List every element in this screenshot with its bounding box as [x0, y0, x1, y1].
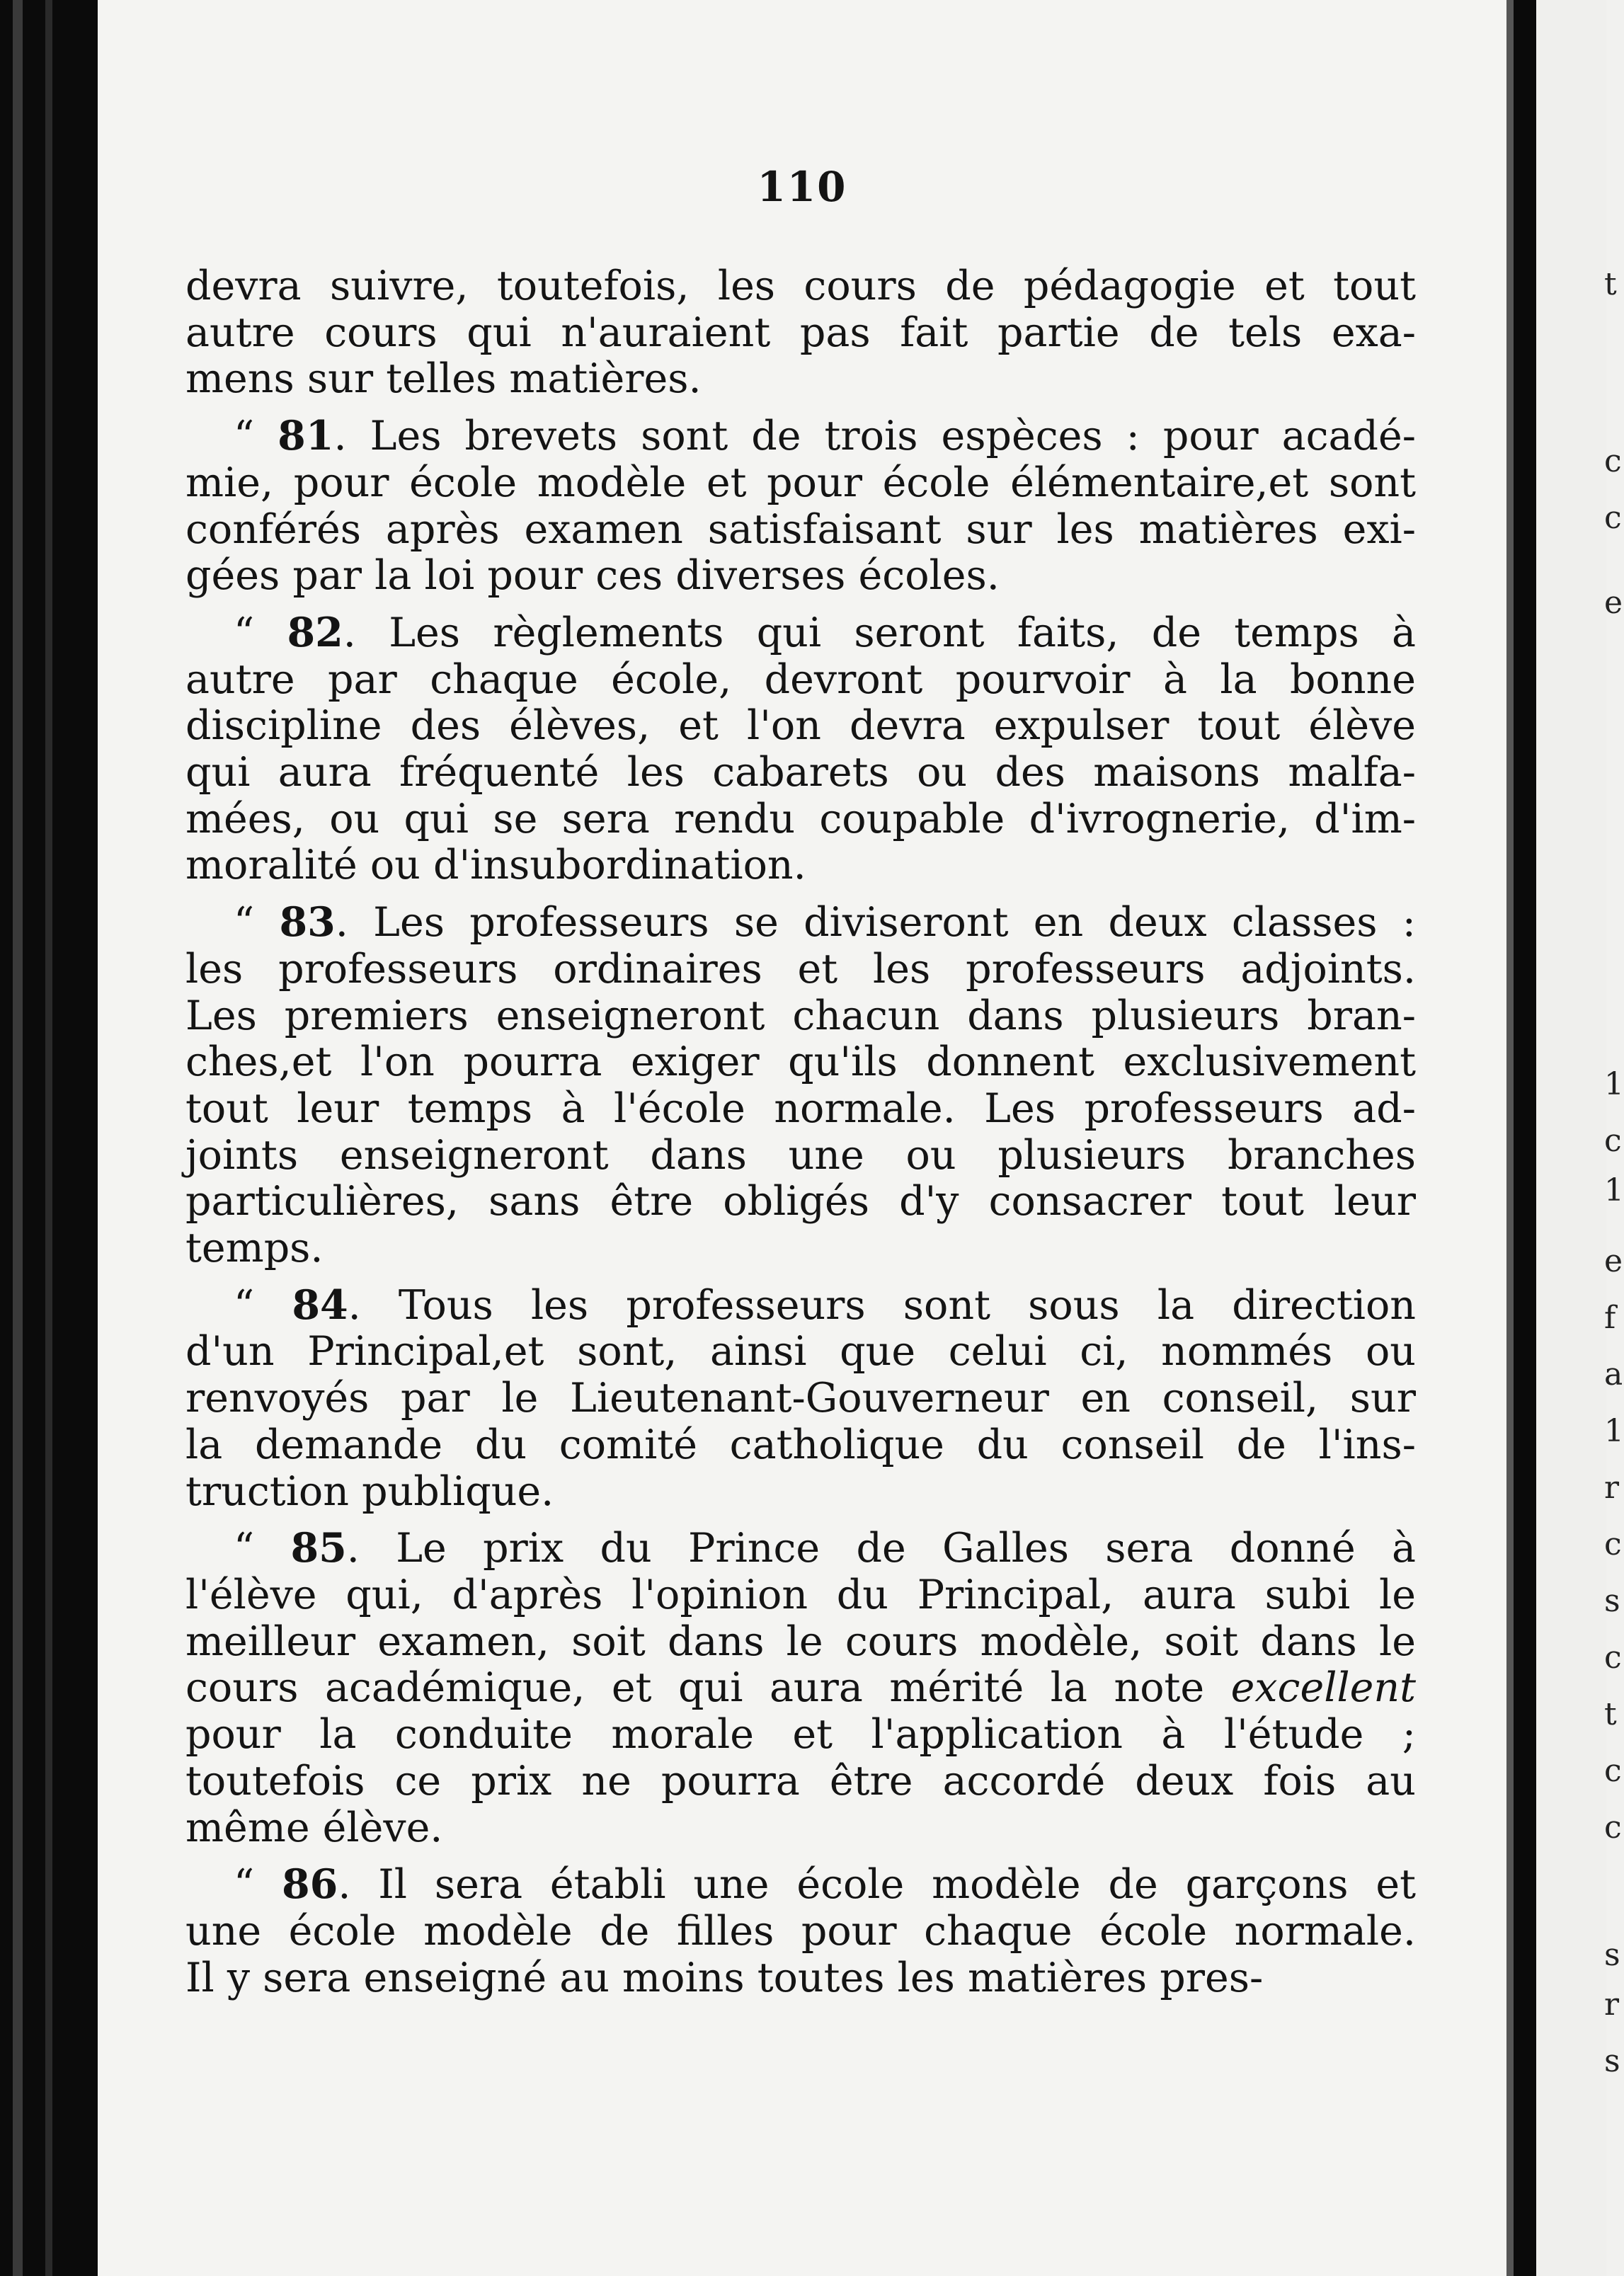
line-text: joints enseigneront dans une ou plusieurs branches	[185, 1131, 1416, 1179]
line-text: Les professeurs se diviseront en deux classes :	[373, 899, 1416, 947]
article-paragraph	[185, 1861, 1416, 2001]
line-text: mie, pour école modèle et pour école élémentaire,et sont	[185, 459, 1416, 506]
article-number: 81	[278, 412, 334, 460]
text-line	[185, 1759, 1416, 1805]
text-line	[185, 1039, 1416, 1086]
line-text: mens sur telles matières.	[185, 355, 702, 403]
article-paragraph	[185, 610, 1416, 889]
line-text: Il sera établi une école modèle de garçons et	[378, 1861, 1416, 1909]
text-line	[185, 356, 1416, 403]
line-text: d'un Principal,et sont, ainsi que celui ci, nommés ou	[185, 1328, 1416, 1376]
line-text: l'élève qui, d'après l'opinion du Principal, aura subi le	[185, 1571, 1416, 1618]
text-line	[185, 657, 1416, 704]
line-text: tout leur temps à l'école normale. Les professeurs ad-	[185, 1085, 1416, 1132]
quote-mark: “	[234, 899, 280, 947]
line-text: devra suivre, toutefois, les cours de pédagogie et tout	[185, 263, 1416, 309]
line-text: qui aura fréquenté les cabarets ou des maisons malfa-	[185, 749, 1416, 796]
text-line	[185, 796, 1416, 843]
line-text: pour la conduite morale et l'application à l'étude ;	[185, 1711, 1416, 1759]
line-text: autre par chaque école, devront pourvoir à la bonne	[185, 656, 1416, 703]
line-text: mées, ou qui se sera rendu coupable d'ivrognerie, d'im-	[185, 795, 1416, 842]
text-line	[185, 1619, 1416, 1666]
text-line: “ 86. Il sera établi une école modèle de garçons et	[234, 1860, 1416, 1909]
text-line	[185, 993, 1416, 1040]
text-line	[185, 553, 1416, 600]
text-line	[185, 1469, 1416, 1516]
article-number: 86	[281, 1860, 338, 1909]
text-line	[185, 703, 1416, 750]
text-line	[185, 507, 1416, 554]
book-gutter	[1506, 0, 1536, 2276]
text-line	[185, 460, 1416, 507]
facing-page-letter: c	[1604, 1809, 1622, 1846]
line-text: ches,et l'on pourra exiger qu'ils donnent exclusivement	[185, 1039, 1416, 1086]
text-line	[185, 1955, 1416, 2002]
article-number: 82	[287, 608, 343, 656]
text-line: “ 81. Les brevets sont de trois espèces : pour acadé-	[234, 412, 1416, 460]
line-text: gées par la loi pour ces diverses écoles.	[185, 552, 1000, 600]
facing-page-letter: e	[1604, 585, 1623, 621]
page-number: 110	[757, 163, 847, 211]
line-text: la demande du comité catholique du conseil de l'ins-	[185, 1421, 1416, 1468]
article-paragraph	[185, 1282, 1416, 1516]
facing-page-letter: a	[1604, 1356, 1623, 1393]
facing-page-letter: 1	[1604, 1066, 1624, 1102]
text-line	[185, 263, 1416, 310]
line-text: Les règlements qui seront faits, de temps à	[389, 609, 1416, 656]
facing-page-letter: r	[1604, 1986, 1620, 2023]
article-number: 85	[290, 1524, 347, 1572]
facing-page-letter: t	[1604, 266, 1617, 302]
line-text: les professeurs ordinaires et les professeurs adjoints.	[185, 945, 1416, 993]
text-line	[185, 1422, 1416, 1469]
line-text: Les brevets sont de trois espèces : pour acadé-	[370, 413, 1416, 460]
quote-mark: “	[234, 609, 287, 656]
text-line: “ 85. Le prix du Prince de Galles sera donné à	[234, 1524, 1416, 1572]
facing-page-edge	[1536, 0, 1624, 2276]
text-line	[185, 1376, 1416, 1422]
text-line	[185, 1572, 1416, 1619]
line-text: meilleur examen, soit dans le cours modèle, soit dans le	[185, 1618, 1416, 1665]
text-line: “ 83. Les professeurs se diviseront en deux classes :	[234, 898, 1416, 947]
text-line	[185, 1909, 1416, 1955]
facing-page-letter: c	[1604, 1526, 1622, 1562]
text-line	[185, 310, 1416, 357]
continuation-paragraph	[185, 263, 1416, 403]
facing-page-letter: 1	[1604, 1172, 1624, 1208]
text-line: “ 82. Les règlements qui seront faits, de temps à	[234, 608, 1416, 656]
line-text: truction publique.	[185, 1468, 554, 1515]
facing-page-letter: s	[1604, 2043, 1620, 2079]
scanner-bezel-left	[0, 0, 98, 2276]
text-line	[185, 1329, 1416, 1376]
quote-mark: “	[234, 1281, 292, 1329]
facing-page-letter: c	[1604, 1640, 1622, 1676]
article-number: 84	[292, 1281, 348, 1329]
text-line: “ 84. Tous les professeurs sont sous la direction	[234, 1281, 1416, 1329]
text-line	[185, 1179, 1416, 1225]
gutter-shadow	[1506, 0, 1514, 2276]
line-text: cours académique, et qui aura mérité la note excellent	[185, 1664, 1416, 1712]
binding-stripe	[13, 0, 23, 2276]
facing-page-letter: c	[1604, 443, 1622, 479]
article-number: 83	[279, 898, 336, 947]
page-body	[185, 263, 1416, 2011]
line-text: Il y sera enseigné au moins toutes les matières pres-	[185, 1954, 1264, 2001]
line-text: temps.	[185, 1225, 324, 1272]
line-text: discipline des élèves, et l'on devra expulser tout élève	[185, 702, 1416, 750]
line-text: toutefois ce prix ne pourra être accordé deux fois au	[185, 1757, 1416, 1805]
text-line	[185, 1665, 1416, 1712]
facing-page-letter: c	[1604, 1123, 1622, 1159]
line-text: Le prix du Prince de Galles sera donné à	[396, 1525, 1416, 1572]
facing-page-letter: c	[1604, 500, 1622, 536]
line-text: même élève.	[185, 1804, 443, 1851]
line-text: autre cours qui n'auraient pas fait partie de tels exa-	[185, 309, 1416, 356]
line-text: Tous les professeurs sont sous la direction	[398, 1281, 1416, 1329]
text-line	[185, 1805, 1416, 1852]
facing-page-letter: s	[1604, 1937, 1620, 1973]
quote-mark: “	[234, 413, 278, 460]
quote-mark: “	[234, 1861, 282, 1909]
line-text: une école modèle de filles pour chaque école normale.	[185, 1907, 1416, 1955]
facing-page-letter: s	[1604, 1583, 1620, 1619]
text-line	[185, 1086, 1416, 1133]
text-line	[185, 1225, 1416, 1272]
facing-page-letter: e	[1604, 1243, 1623, 1279]
line-text: renvoyés par le Lieutenant-Gouverneur en conseil, sur	[185, 1375, 1416, 1422]
facing-page-letter: t	[1604, 1696, 1617, 1732]
line-text: conférés après examen satisfaisant sur les matières exi-	[185, 505, 1416, 553]
article-paragraph	[185, 899, 1416, 1272]
facing-page-letter: r	[1604, 1470, 1620, 1506]
emphasized-word: excellent	[1230, 1664, 1416, 1712]
text-line	[185, 750, 1416, 796]
line-text: particulières, sans être obligés d'y consacrer tout leur	[185, 1178, 1416, 1225]
text-line	[185, 947, 1416, 993]
line-text: moralité ou d'insubordination.	[185, 842, 806, 889]
article-paragraph	[185, 1525, 1416, 1851]
quote-mark: “	[234, 1525, 291, 1572]
line-text: Les premiers enseigneront chacun dans plusieurs bran-	[185, 992, 1416, 1039]
facing-page-letter: f	[1604, 1300, 1616, 1336]
facing-page-letter: 1	[1604, 1413, 1624, 1449]
text-line	[185, 1133, 1416, 1179]
article-paragraph	[185, 413, 1416, 600]
text-line	[185, 1712, 1416, 1759]
facing-page-letter: c	[1604, 1753, 1622, 1789]
text-line	[185, 842, 1416, 889]
binding-stripe	[45, 0, 52, 2276]
